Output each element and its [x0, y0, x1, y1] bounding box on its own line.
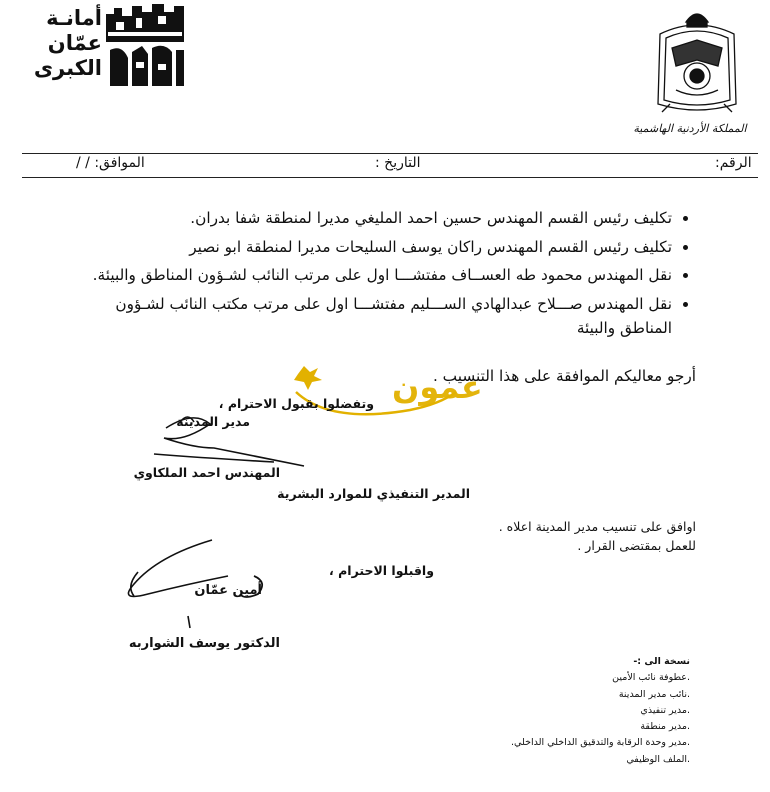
mayor-title: أمين عمّان	[194, 583, 262, 598]
reference-number-label: الرقم:	[715, 155, 752, 171]
list-item: .عطوفة نائب الأمين	[612, 672, 690, 684]
kingdom-label: المملكة الأردنية الهاشمية	[633, 122, 747, 135]
royal-crest-icon	[652, 4, 742, 116]
regards-closing-2: واقبلوا الاحترام ،	[329, 563, 434, 578]
list-item: • نقل المهندس صـــلاح عبدالهادي الســـليم مفتشـــا اول على مرتب مكتب النائب لشـؤون المناطق والبيئة	[60, 292, 672, 341]
list-item: .مدير تنفيذي	[640, 704, 690, 716]
approval-statement: اوافق على تنسيب مدير المدينة اعلاه .	[498, 519, 696, 534]
mayor-name: الدكتور يوسف الشواربه	[128, 636, 280, 651]
city-director-title: مدير المدينة	[176, 414, 250, 429]
amman-skyline-logo-icon	[102, 2, 188, 88]
list-item: .مدير منطقة	[640, 721, 690, 733]
logo-line-2: عمّان	[47, 31, 102, 55]
amman-municipality-logo-text	[22, 6, 102, 81]
list-item: .مدير وحدة الرقابة والتدقيق الداخلي الداخلي.	[511, 737, 690, 749]
list-item: .الملف الوظيفي	[626, 753, 690, 765]
date-label: التاريخ :	[375, 155, 421, 171]
header-rule-top	[22, 153, 758, 154]
copies-title: نسخة الى :-	[633, 656, 690, 667]
logo-line-3: الكبرى	[33, 56, 102, 80]
hijri-date-label: الموافق: / /	[76, 155, 145, 171]
header-rule-bottom	[22, 177, 758, 178]
copies-to-list	[500, 654, 690, 768]
list-item: • تكليف رئيس القسم المهندس حسين احمد المليغي مديرا لمنطقة شفا بدران.	[60, 206, 672, 231]
list-item: • تكليف رئيس القسم المهندس راكان يوسف السليحات مديرا لمنطقة ابو نصير	[60, 235, 672, 260]
approval-request-line: أرجو معاليكم الموافقة على هذا التنسيب .	[432, 367, 696, 385]
execution-statement: للعمل بمقتضى القرار .	[577, 538, 696, 553]
logo-line-1: أمانـة	[46, 6, 102, 30]
watermark-text: عمون	[392, 368, 483, 406]
regards-closing: وتفضلوا بقبول الاحترام ،	[218, 396, 374, 411]
hr-director-title: المدير التنفيذي للموارد البشرية	[277, 486, 470, 501]
engineer-name: المهندس احمد الملكاوي	[133, 465, 280, 480]
list-item: • نقل المهندس محمود طه العســاف مفتشـــا اول على مرتب النائب لشـؤون المناطق والبيئة.	[60, 263, 672, 288]
assignment-list	[60, 206, 692, 345]
list-item: .نائب مدير المدينة	[618, 688, 690, 700]
